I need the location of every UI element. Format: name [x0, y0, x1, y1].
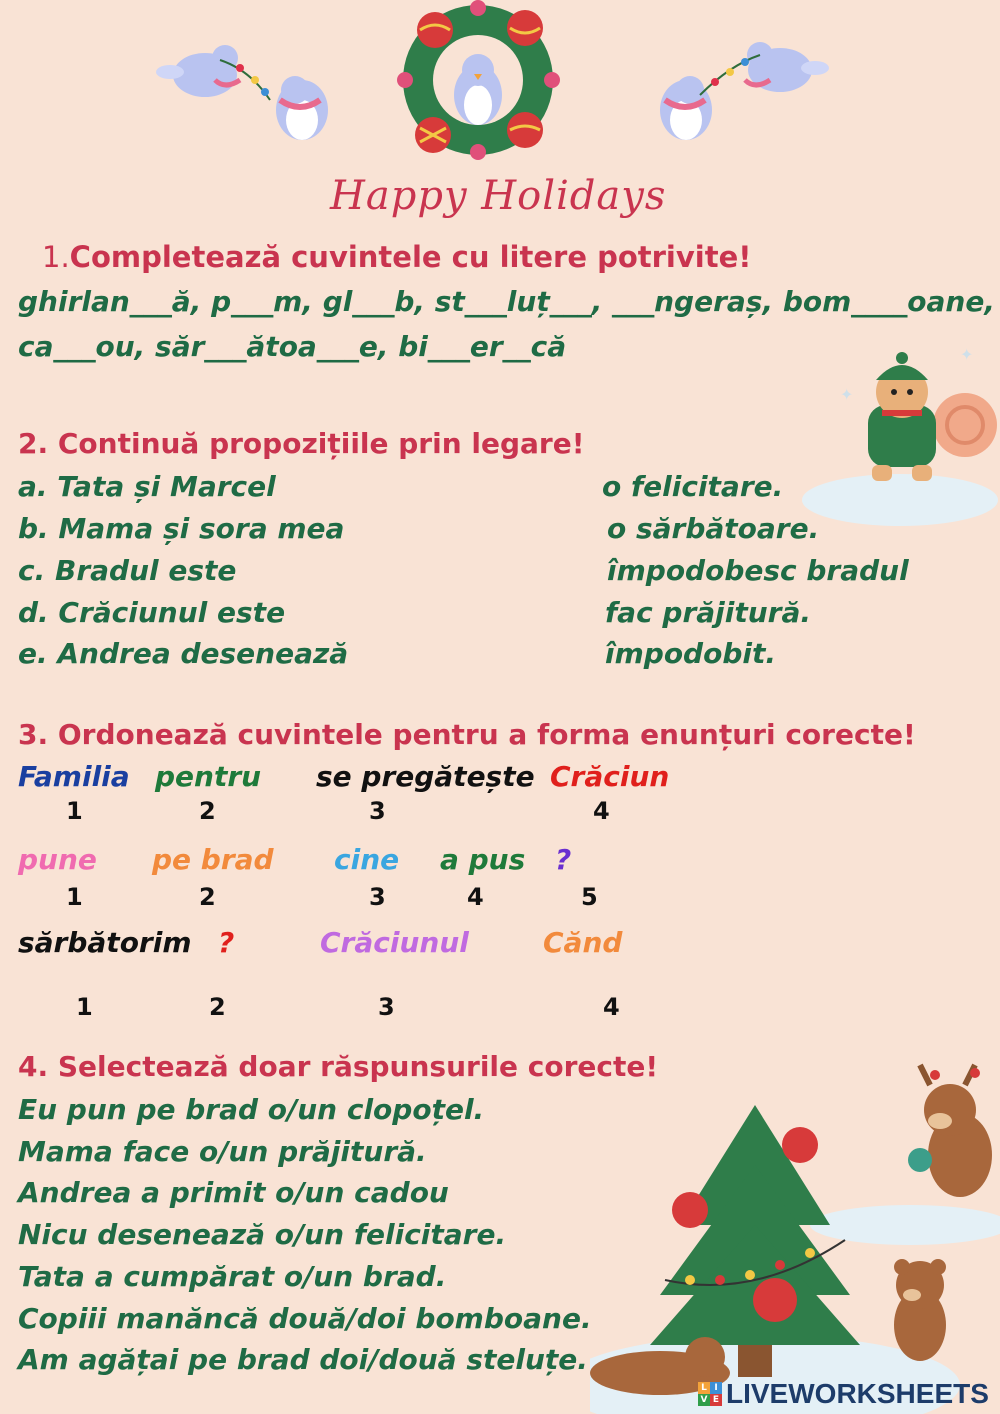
- answer-line[interactable]: Nicu desenează o/un felicitare.: [18, 1218, 507, 1252]
- match-right-item[interactable]: o felicitare.: [602, 470, 784, 503]
- bird-icon: [660, 76, 712, 140]
- order-number: 3: [378, 993, 395, 1021]
- answer-line[interactable]: Am agățai pe brad doi/două steluțe.: [18, 1343, 588, 1377]
- word-card[interactable]: Cănd: [543, 926, 623, 959]
- bird-icon: [745, 42, 829, 92]
- answer-line[interactable]: Eu pun pe brad o/un clopoțel.: [18, 1093, 485, 1126]
- word-card[interactable]: ?: [555, 843, 572, 876]
- word-card[interactable]: sărbătorim: [18, 926, 192, 959]
- order-number: 2: [199, 883, 216, 911]
- section1-line1: ghirlan___ă, p___m, gl___b, st___luț___, ___ngeraș, bom____oane,: [18, 285, 995, 318]
- tree-icon: [650, 1105, 860, 1377]
- answer-line[interactable]: Andrea a primit o/un cadou: [18, 1176, 449, 1210]
- squirrel-icon: [800, 340, 1000, 530]
- section1-heading: [42, 240, 751, 274]
- section3-heading: 3. Ordonează cuvintele pentru a forma enunțuri corecte!: [18, 718, 916, 751]
- section1-heading-text: Completează cuvintele cu litere potrivite!: [69, 240, 752, 274]
- answer-line[interactable]: Copiii manăncă două/doi bomboane.: [18, 1301, 592, 1335]
- word-card[interactable]: Crăciun: [550, 760, 670, 793]
- bear-icon: [894, 1259, 946, 1361]
- logo-letter: L: [698, 1382, 710, 1394]
- match-left-item[interactable]: c. Bradul este: [18, 554, 237, 587]
- svg-text:✦: ✦: [960, 345, 974, 364]
- order-number: 4: [603, 993, 620, 1021]
- liveworksheets-logo: [698, 1378, 989, 1410]
- answer-line[interactable]: Tata a cumpărat o/un brad.: [18, 1259, 447, 1293]
- word-card[interactable]: cine: [334, 843, 400, 876]
- match-right-item[interactable]: împodobit.: [605, 637, 776, 670]
- svg-text:✦: ✦: [840, 385, 854, 404]
- match-left-item[interactable]: a. Tata și Marcel: [18, 470, 276, 503]
- section1-number: 1.: [42, 240, 70, 274]
- word-card[interactable]: pe brad: [152, 843, 274, 876]
- word-card[interactable]: pentru: [155, 760, 262, 793]
- page-title: Happy Holidays: [330, 173, 667, 219]
- word-card[interactable]: pune: [18, 843, 97, 876]
- match-left-item[interactable]: d. Crăciunul este: [18, 596, 286, 629]
- order-number: 4: [467, 883, 484, 911]
- christmas-tree-decoration: [590, 1055, 1000, 1414]
- match-left-item[interactable]: b. Mama și sora mea: [18, 512, 345, 545]
- section4-heading: 4. Selectează doar răspunsurile corecte!: [18, 1050, 659, 1083]
- word-card[interactable]: Familia: [18, 760, 130, 793]
- order-number: 1: [76, 993, 93, 1021]
- word-card[interactable]: Crăciunul: [320, 926, 469, 959]
- word-card[interactable]: ?: [218, 926, 235, 959]
- order-number: 2: [199, 797, 216, 825]
- order-number: 2: [209, 993, 226, 1021]
- match-left-item[interactable]: e. Andrea desenează: [18, 637, 349, 670]
- logo-letter: V: [698, 1394, 710, 1406]
- wreath-icon: [397, 0, 560, 160]
- order-number: 1: [66, 797, 83, 825]
- match-right-item[interactable]: fac prăjitură.: [605, 596, 812, 629]
- bird-icon: [276, 76, 328, 140]
- word-card[interactable]: se pregătește: [316, 760, 535, 793]
- brand-name: LIVEWORKSHEETS: [726, 1378, 989, 1409]
- bird-icon: [156, 45, 240, 97]
- order-number: 5: [581, 883, 598, 911]
- logo-letter: E: [710, 1394, 722, 1406]
- logo-letter: I: [710, 1382, 722, 1394]
- match-right-item[interactable]: împodobesc bradul: [607, 554, 909, 587]
- order-number: 3: [369, 883, 386, 911]
- answer-line[interactable]: Mama face o/un prăjitură.: [18, 1134, 427, 1168]
- match-right-item[interactable]: o sărbătoare.: [607, 512, 820, 545]
- order-number: 3: [369, 797, 386, 825]
- logo-badge-icon: [698, 1382, 722, 1406]
- reindeer-icon: [908, 1065, 992, 1197]
- section2-heading: 2. Continuă propozițiile prin legare!: [18, 427, 585, 460]
- order-number: 1: [66, 883, 83, 911]
- word-card[interactable]: a pus: [440, 843, 526, 876]
- order-number: 4: [593, 797, 610, 825]
- section1-line2: ca___ou, săr___ătoa___e, bi___er__că: [18, 330, 567, 363]
